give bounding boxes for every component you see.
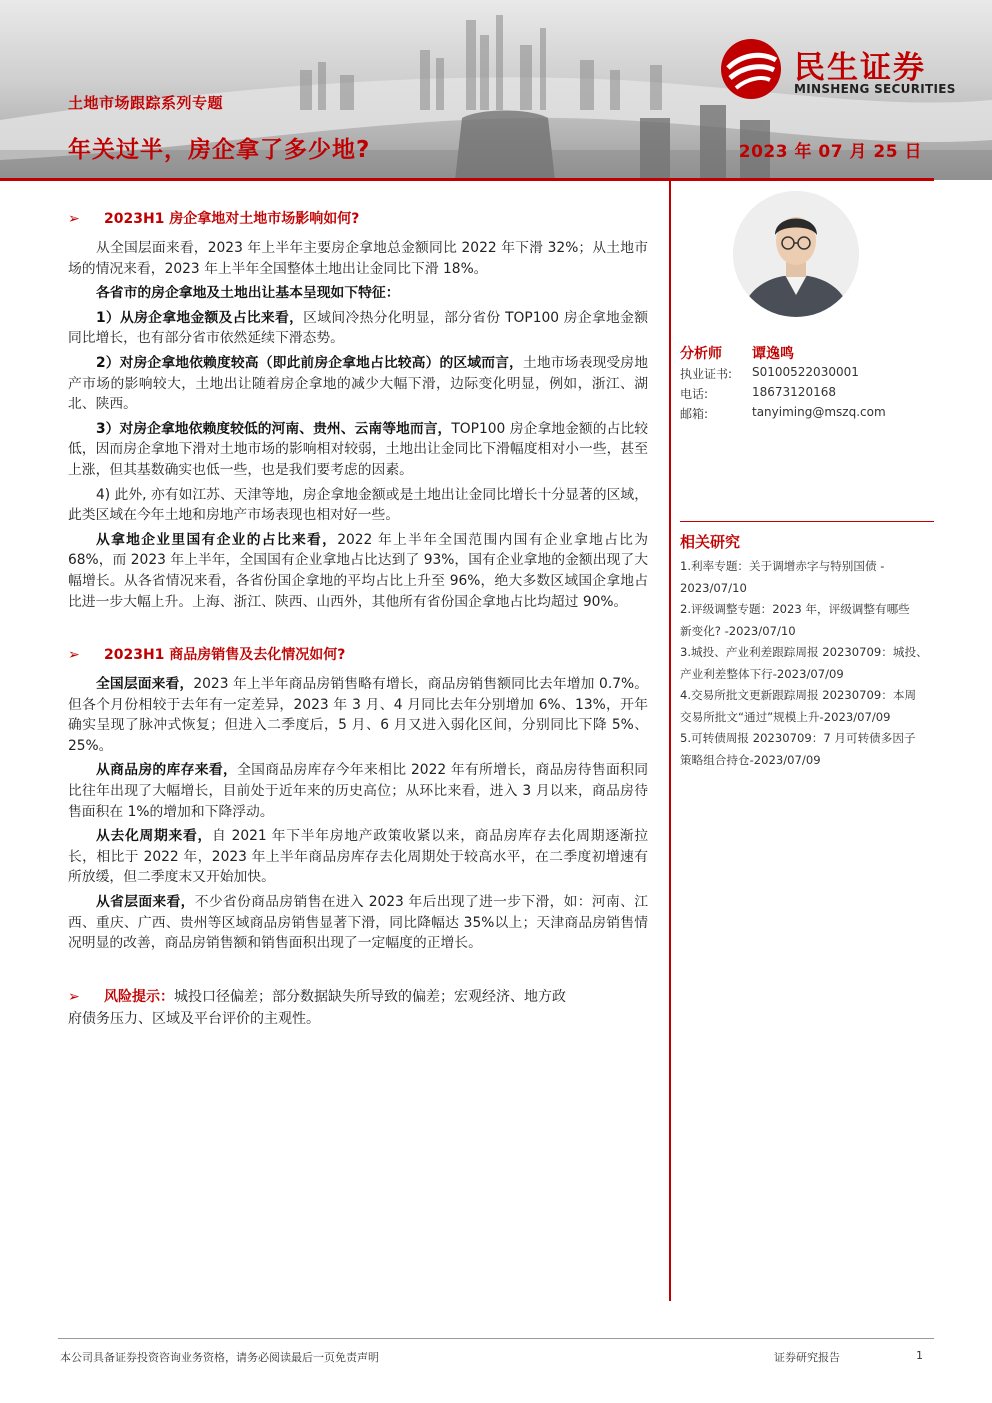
- analyst-row: [680, 343, 794, 363]
- related-item[interactable]: 1.利率专题：关于调增赤字与特别国债 -: [680, 559, 885, 573]
- related-item[interactable]: 2023/07/10: [680, 580, 747, 595]
- column-divider: [669, 181, 671, 1301]
- bullet-arrow-icon: ➢: [68, 988, 80, 1005]
- page-number: 1: [916, 1349, 923, 1362]
- risk-text: 府债务压力、区域及平台评价的主观性。: [68, 1010, 320, 1027]
- report-date: 2023 年 07 月 25 日: [738, 142, 922, 162]
- related-research-list: [680, 556, 934, 771]
- related-item[interactable]: 5.可转债周报 20230709：7 月可转债多因子: [680, 731, 916, 745]
- paragraph: 从全国层面来看，2023 年上半年主要房企拿地总金额同比 2022 年下滑 32%；从土地市场的情况来看，2023 年上半年全国整体土地出让金同比下滑 18%。: [68, 240, 648, 277]
- paragraph: 2）对房企拿地依赖度较高（即此前房企拿地占比较高）的区域而言，土地市场表现受房地产市场的影响较大，土地出让随着房企拿地的减少大幅下滑，边际变化明显，例如，浙江、湖北、陕西。: [68, 354, 648, 413]
- main-column: [68, 208, 648, 1030]
- email-link[interactable]: tanyiming@mszq.com: [752, 405, 886, 419]
- email-row: 邮箱: tanyiming@mszq.com: [680, 405, 886, 421]
- related-item[interactable]: 交易所批文“通过”规模上升-2023/07/09: [680, 709, 891, 724]
- header-rule: [0, 178, 934, 181]
- paragraph: 4) 此外, 亦有如江苏、天津等地，房企拿地金额或是土地出让金同比增长十分显著的区域，此类区域在今年土地和房地产市场表现也相对好一些。: [68, 486, 648, 524]
- bullet-arrow-icon: ➢: [68, 211, 80, 227]
- paragraph: 1）从房企拿地金额及占比来看，区域间冷热分化明显，部分省份 TOP100 房企拿地金额同比增长，也有部分省市依然延续下滑态势。: [68, 309, 648, 347]
- paragraph: 各省市的房企拿地及土地出让基本呈现如下特征：: [96, 285, 400, 302]
- analyst-label: 分析师: [680, 346, 722, 362]
- paragraph: 3）对房企拿地依赖度较低的河南、贵州、云南等地而言，TOP100 房企拿地金额的占比较低，因而房企拿地下滑对土地市场的影响相对较弱，土地出让金同比下滑幅度相对小一些，甚至上涨，但其基数确实也低一些，也是我们要考虑的因素。: [68, 420, 648, 478]
- paragraph: 全国层面来看，2023 年上半年商品房销售略有增长，商品房销售额同比去年增加 0.7%。但各个月份相较于去年有一定差异，2023 年 3 月、4 月同比去年分别增加 6%、13%，开年确实呈现了脉冲式恢复；但进入二季度后，5 月、6 月又进入弱化区间，分别同比下降 5%、25%。: [68, 676, 649, 754]
- analyst-photo: [733, 191, 859, 317]
- bullet-arrow-icon: ➢: [68, 647, 80, 664]
- paragraph: 从拿地企业里国有企业的占比来看，2022 年上半年全国范围内国有企业拿地占比为 68%，而 2023 年上半年，全国国有企业拿地占比达到了 93%，国有企业拿地的金额出现了大幅增长。从各省情况来看，各省份国企拿地的平均占比上升至 96%，绝大多数区域国企拿地占比进一步大幅上升。上海、浙江、陕西、山西外，其他所有省份国企拿地占比均超过 90%。: [68, 531, 649, 610]
- page-title: 年关过半，房企拿了多少地?: [68, 137, 371, 163]
- logo-text-cn: 民生证券: [794, 50, 926, 86]
- related-item[interactable]: 4.交易所批文更新跟踪周报 20230709：本周: [680, 688, 917, 702]
- related-item[interactable]: 新变化? -2023/07/10: [680, 623, 796, 638]
- risk-warning: ➢ 风险提示：城投口径偏差；部分数据缺失所导致的偏差；宏观经济、地方政: [68, 986, 648, 1008]
- related-item[interactable]: 产业利差整体下行-2023/07/09: [680, 666, 844, 681]
- paragraph: 从商品房的库存来看，全国商品房库存今年来相比 2022 年有所增长，商品房待售面积同比往年出现了大幅增长，目前处于近年来的历史高位；从环比来看，进入 3 月以来，商品房待售面积在 1%的增加和下降浮动。: [68, 762, 648, 820]
- related-item[interactable]: 策略组合持仓-2023/07/09: [680, 752, 821, 767]
- cert-row: 执业证书: S0100522030001: [680, 365, 859, 381]
- brand-logo: [720, 38, 970, 102]
- risk-label: 风险提示：: [104, 988, 174, 1005]
- analyst-portrait-icon: [733, 191, 859, 317]
- logo-text-en: MINSHENG SECURITIES: [794, 82, 956, 96]
- footer-disclaimer: 本公司具备证券投资咨询业务资格，请务必阅读最后一页免责声明: [60, 1351, 379, 1364]
- footer-report-type: 证券研究报告: [774, 1351, 840, 1364]
- series-label: 土地市场跟踪系列专题: [68, 94, 224, 112]
- paragraph: 从省层面来看，不少省份商品房销售在进入 2023 年后出现了进一步下滑，如：河南、江西、重庆、广西、贵州等区域商品房销售显著下滑，同比降幅达 35%以上；天津商品房销售情况明显的改善，商品房销售额和销售面积出现了一定幅度的正增长。: [68, 894, 649, 952]
- section-heading: ➢ 2023H1 商品房销售及去化情况如何?: [68, 644, 648, 666]
- phone-value: 18673120168: [752, 385, 836, 399]
- analyst-name: 谭逸鸣: [752, 346, 794, 362]
- cert-value: S0100522030001: [752, 365, 859, 379]
- footer-rule: [58, 1338, 934, 1339]
- section-heading: ➢ 2023H1 房企拿地对土地市场影响如何?: [68, 208, 648, 230]
- header-banner: [0, 0, 992, 180]
- related-research-title: 相关研究: [680, 533, 741, 551]
- phone-row: 电话: 18673120168: [680, 385, 836, 401]
- related-item[interactable]: 3.城投、产业利差跟踪周报 20230709：城投、: [680, 645, 928, 659]
- related-item[interactable]: 2.评级调整专题：2023 年，评级调整有哪些: [680, 602, 910, 616]
- paragraph: 从去化周期来看，自 2021 年下半年房地产政策收紧以来，商品房库存去化周期逐渐拉长，相比于 2022 年，2023 年上半年商品房库存去化周期处于较高水平，在二季度初增速有所放缓，但二季度末又开始加快。: [68, 828, 648, 886]
- logo-mark-icon: [720, 38, 782, 100]
- related-rule: [680, 521, 934, 522]
